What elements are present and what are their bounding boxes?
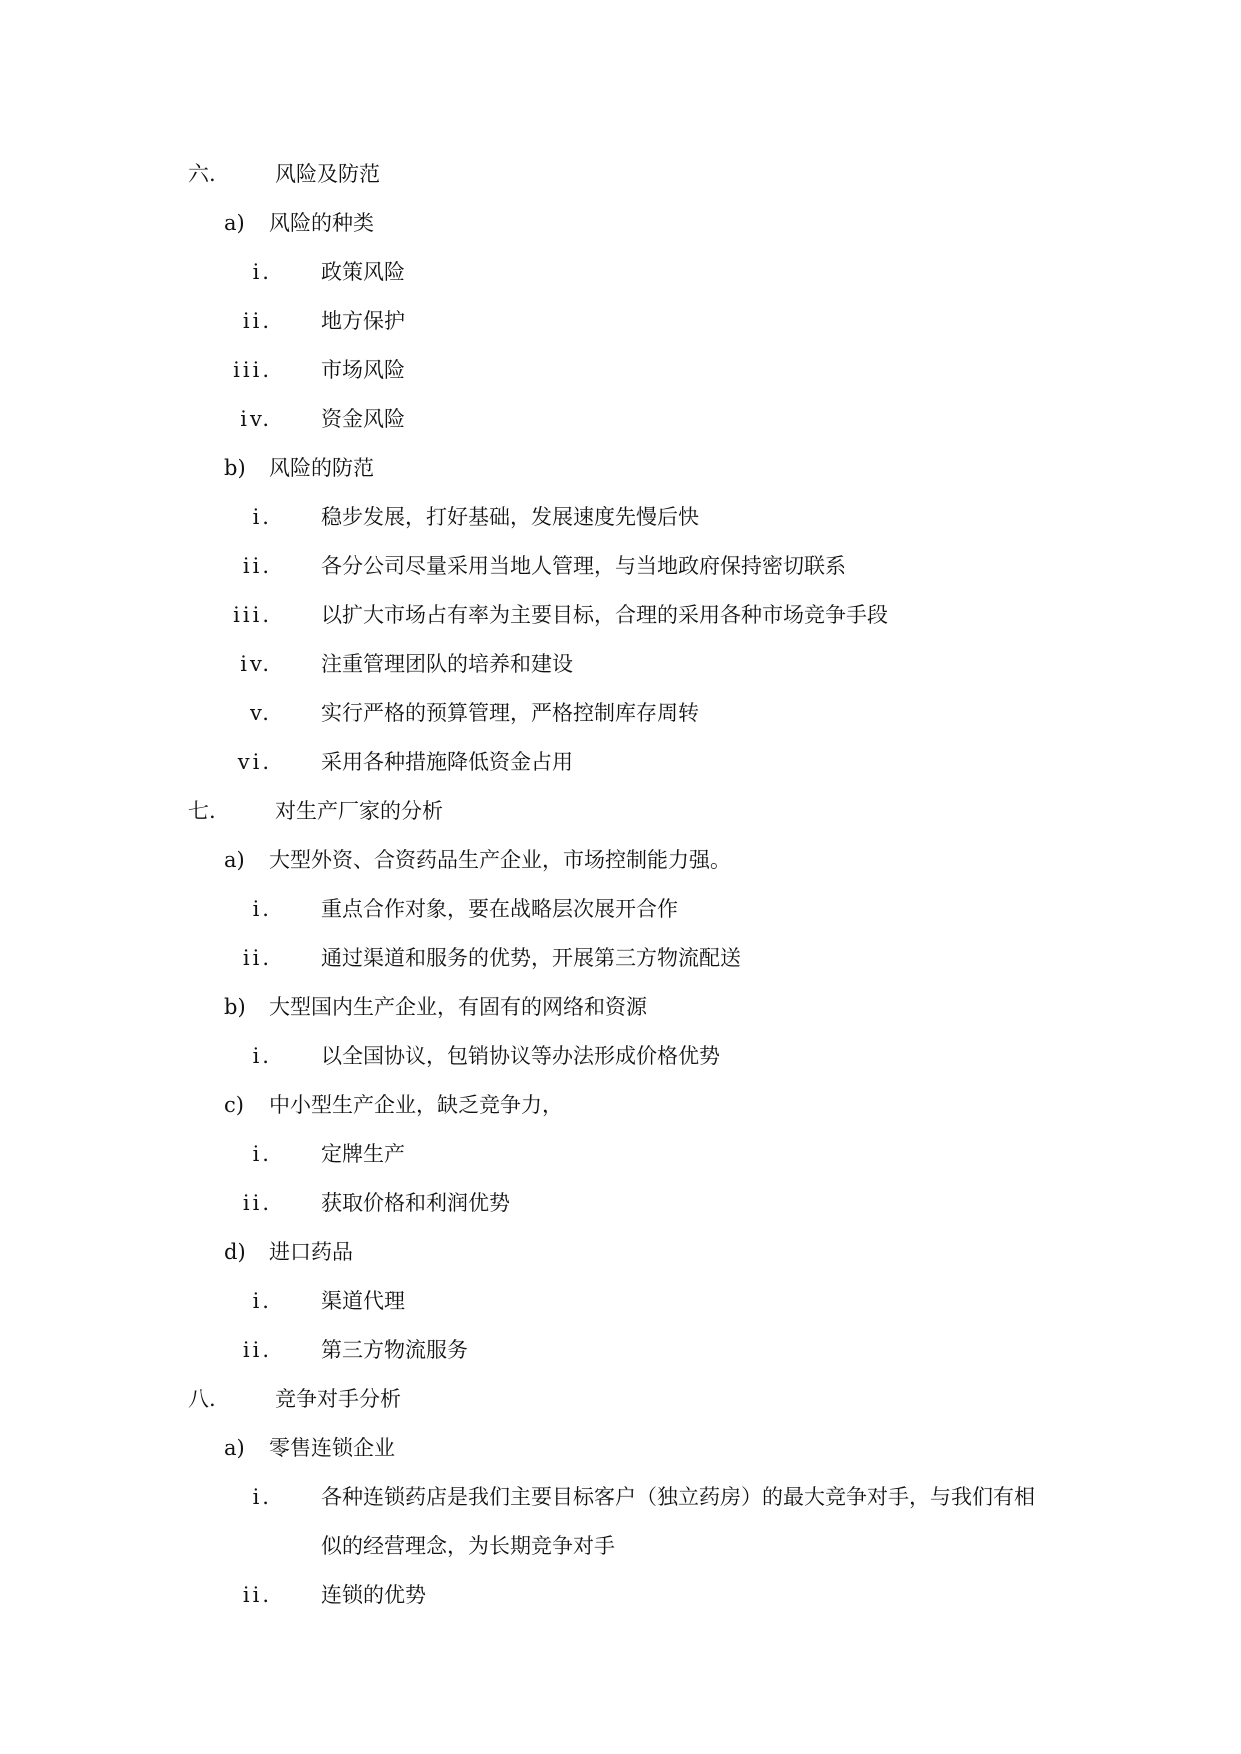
section-title: 对生产厂家的分析 bbox=[275, 799, 443, 823]
subsection-marker: b) bbox=[224, 456, 246, 480]
item-text: 重点合作对象，要在战略层次展开合作 bbox=[321, 897, 678, 921]
item-marker: ii. bbox=[242, 1191, 272, 1215]
item-text: 获取价格和利润优势 bbox=[321, 1191, 510, 1215]
item-text: 第三方物流服务 bbox=[321, 1338, 468, 1362]
item-marker: ii. bbox=[242, 554, 272, 578]
subsection-marker: c) bbox=[224, 1093, 244, 1117]
item-text: 采用各种措施降低资金占用 bbox=[321, 750, 573, 774]
item-text: 实行严格的预算管理，严格控制库存周转 bbox=[321, 701, 699, 725]
item-text: 地方保护 bbox=[321, 309, 405, 333]
item-marker: i. bbox=[252, 1044, 272, 1068]
item-text: 政策风险 bbox=[321, 260, 405, 284]
item-marker: i. bbox=[252, 1142, 272, 1166]
item-marker: ii. bbox=[242, 1338, 272, 1362]
section-number: 八. bbox=[188, 1387, 216, 1411]
section-number: 七. bbox=[188, 799, 216, 823]
section-title: 风险及防范 bbox=[275, 162, 380, 186]
item-marker: ii. bbox=[242, 309, 272, 333]
item-text: 稳步发展，打好基础，发展速度先慢后快 bbox=[321, 505, 699, 529]
item-marker: i. bbox=[252, 260, 272, 284]
item-text: 注重管理团队的培养和建设 bbox=[321, 652, 573, 676]
item-text: 资金风险 bbox=[321, 407, 405, 431]
item-text: 连锁的优势 bbox=[321, 1583, 426, 1607]
item-text: 通过渠道和服务的优势，开展第三方物流配送 bbox=[321, 946, 741, 970]
subsection-marker: a) bbox=[224, 1436, 245, 1460]
section-number: 六. bbox=[188, 162, 216, 186]
subsection-title: 风险的种类 bbox=[269, 211, 374, 235]
subsection-marker: a) bbox=[224, 848, 245, 872]
section-title: 竞争对手分析 bbox=[275, 1387, 401, 1411]
item-text: 渠道代理 bbox=[321, 1289, 405, 1313]
item-text: 市场风险 bbox=[321, 358, 405, 382]
item-text: 以全国协议，包销协议等办法形成价格优势 bbox=[321, 1044, 720, 1068]
item-marker: iv. bbox=[240, 407, 272, 431]
list-item-continuation: 似的经营理念，为长期竞争对手 bbox=[321, 1534, 615, 1558]
item-text: 各分公司尽量采用当地人管理，与当地政府保持密切联系 bbox=[321, 554, 846, 578]
item-marker: i. bbox=[252, 505, 272, 529]
item-text: 各种连锁药店是我们主要目标客户（独立药房）的最大竞争对手，与我们有相 bbox=[321, 1485, 1035, 1509]
subsection-title: 进口药品 bbox=[269, 1240, 353, 1264]
subsection-marker: a) bbox=[224, 211, 245, 235]
item-marker: iii. bbox=[233, 603, 272, 627]
subsection-title: 中小型生产企业，缺乏竞争力， bbox=[269, 1093, 563, 1117]
subsection-title: 零售连锁企业 bbox=[269, 1436, 395, 1460]
subsection-marker: b) bbox=[224, 995, 246, 1019]
item-marker: i. bbox=[252, 897, 272, 921]
subsection-title: 风险的防范 bbox=[269, 456, 374, 480]
item-marker: iv. bbox=[240, 652, 272, 676]
item-text: 以扩大市场占有率为主要目标，合理的采用各种市场竞争手段 bbox=[321, 603, 888, 627]
subsection-title: 大型国内生产企业，有固有的网络和资源 bbox=[269, 995, 647, 1019]
item-marker: iii. bbox=[233, 358, 272, 382]
item-marker: i. bbox=[252, 1289, 272, 1313]
item-marker: vi. bbox=[237, 750, 272, 774]
subsection-marker: d) bbox=[224, 1240, 246, 1264]
item-text: 定牌生产 bbox=[321, 1142, 405, 1166]
item-marker: ii. bbox=[242, 946, 272, 970]
item-marker: i. bbox=[252, 1485, 272, 1509]
item-marker: v. bbox=[249, 701, 272, 725]
item-marker: ii. bbox=[242, 1583, 272, 1607]
subsection-title: 大型外资、合资药品生产企业，市场控制能力强。 bbox=[269, 848, 731, 872]
